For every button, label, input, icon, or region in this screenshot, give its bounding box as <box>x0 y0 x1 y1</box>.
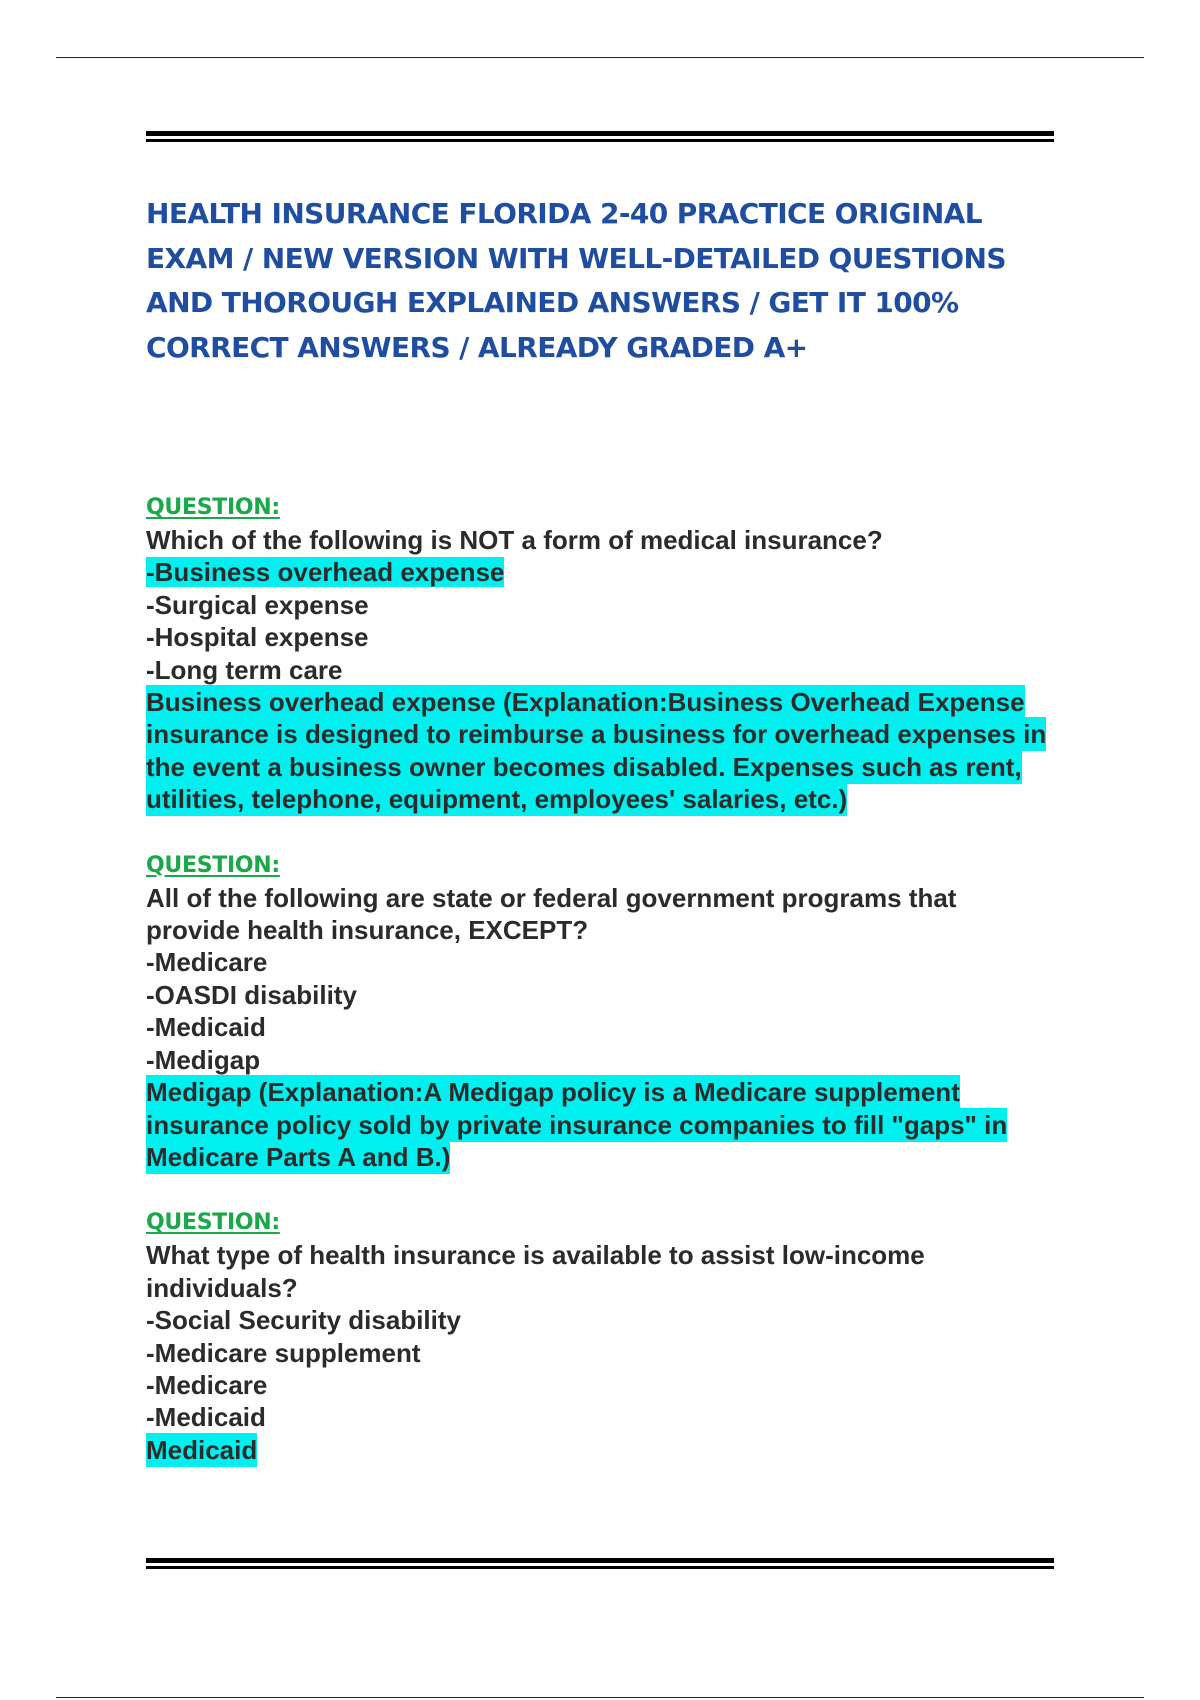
option-item: -Medicare supplement <box>146 1337 421 1368</box>
option-item: -Social Security disability <box>146 1305 461 1336</box>
answer-explanation <box>146 1076 1054 1173</box>
option-item: -Medicaid <box>146 1402 266 1433</box>
document-title: HEALTH INSURANCE FLORIDA 2-40 PRACTICE ORIGINAL EXAM / NEW VERSION WITH WELL-DETAILED QUESTIONS AND THOROUGH EXPLAINED ANSWERS / GET IT 100% CORRECT ANSWERS / ALREADY GRADED A+ <box>146 197 1006 364</box>
option-item: -Hospital expense <box>146 622 369 653</box>
option-item: -Medicare <box>146 947 268 978</box>
highlighted-answer: Medigap (Explanation:A Medigap policy is a Medicare supplement insurance policy sold by private insurance companies to fill "gaps" in Medicare Parts A and B.) <box>146 1077 1008 1172</box>
option-item <box>146 556 1054 588</box>
option-item: -Medicare <box>146 1369 268 1400</box>
highlighted-option: -Business overhead expense <box>146 557 505 588</box>
question-block-1 <box>146 492 1054 816</box>
footer-double-rule <box>146 1558 1054 1569</box>
page-bottom-rule <box>56 1697 1144 1698</box>
question-label: QUESTION: <box>146 852 280 878</box>
header-double-rule <box>146 131 1054 142</box>
question-list <box>146 492 1054 1500</box>
highlighted-answer: Medicaid <box>146 1434 258 1465</box>
highlighted-answer: Business overhead expense (Explanation:Business Overhead Expense insurance is designed to reimburse a business for overhead expenses in the event a business owner becomes disabled. Expenses such as rent, utilities, telephone, equipment, employees' salaries, etc.) <box>146 687 1047 815</box>
question-prompt: All of the following are state or federal government programs that provide health insurance, EXCEPT? <box>146 882 957 946</box>
question-block-3 <box>146 1207 1054 1466</box>
option-item: -Medicaid <box>146 1012 266 1043</box>
option-item: -OASDI disability <box>146 979 357 1010</box>
answer-explanation <box>146 1434 1054 1466</box>
question-label: QUESTION: <box>146 495 280 520</box>
page-top-rule <box>56 57 1144 58</box>
option-item: -Long term care <box>146 654 343 685</box>
question-label: QUESTION: <box>146 1210 280 1236</box>
question-block-2 <box>146 850 1054 1174</box>
answer-explanation <box>146 686 1054 816</box>
option-item: -Medigap <box>146 1044 261 1075</box>
question-prompt: Which of the following is NOT a form of medical insurance? <box>146 525 883 555</box>
question-prompt: What type of health insurance is available to assist low-income individuals? <box>146 1240 925 1303</box>
option-item: -Surgical expense <box>146 589 369 620</box>
